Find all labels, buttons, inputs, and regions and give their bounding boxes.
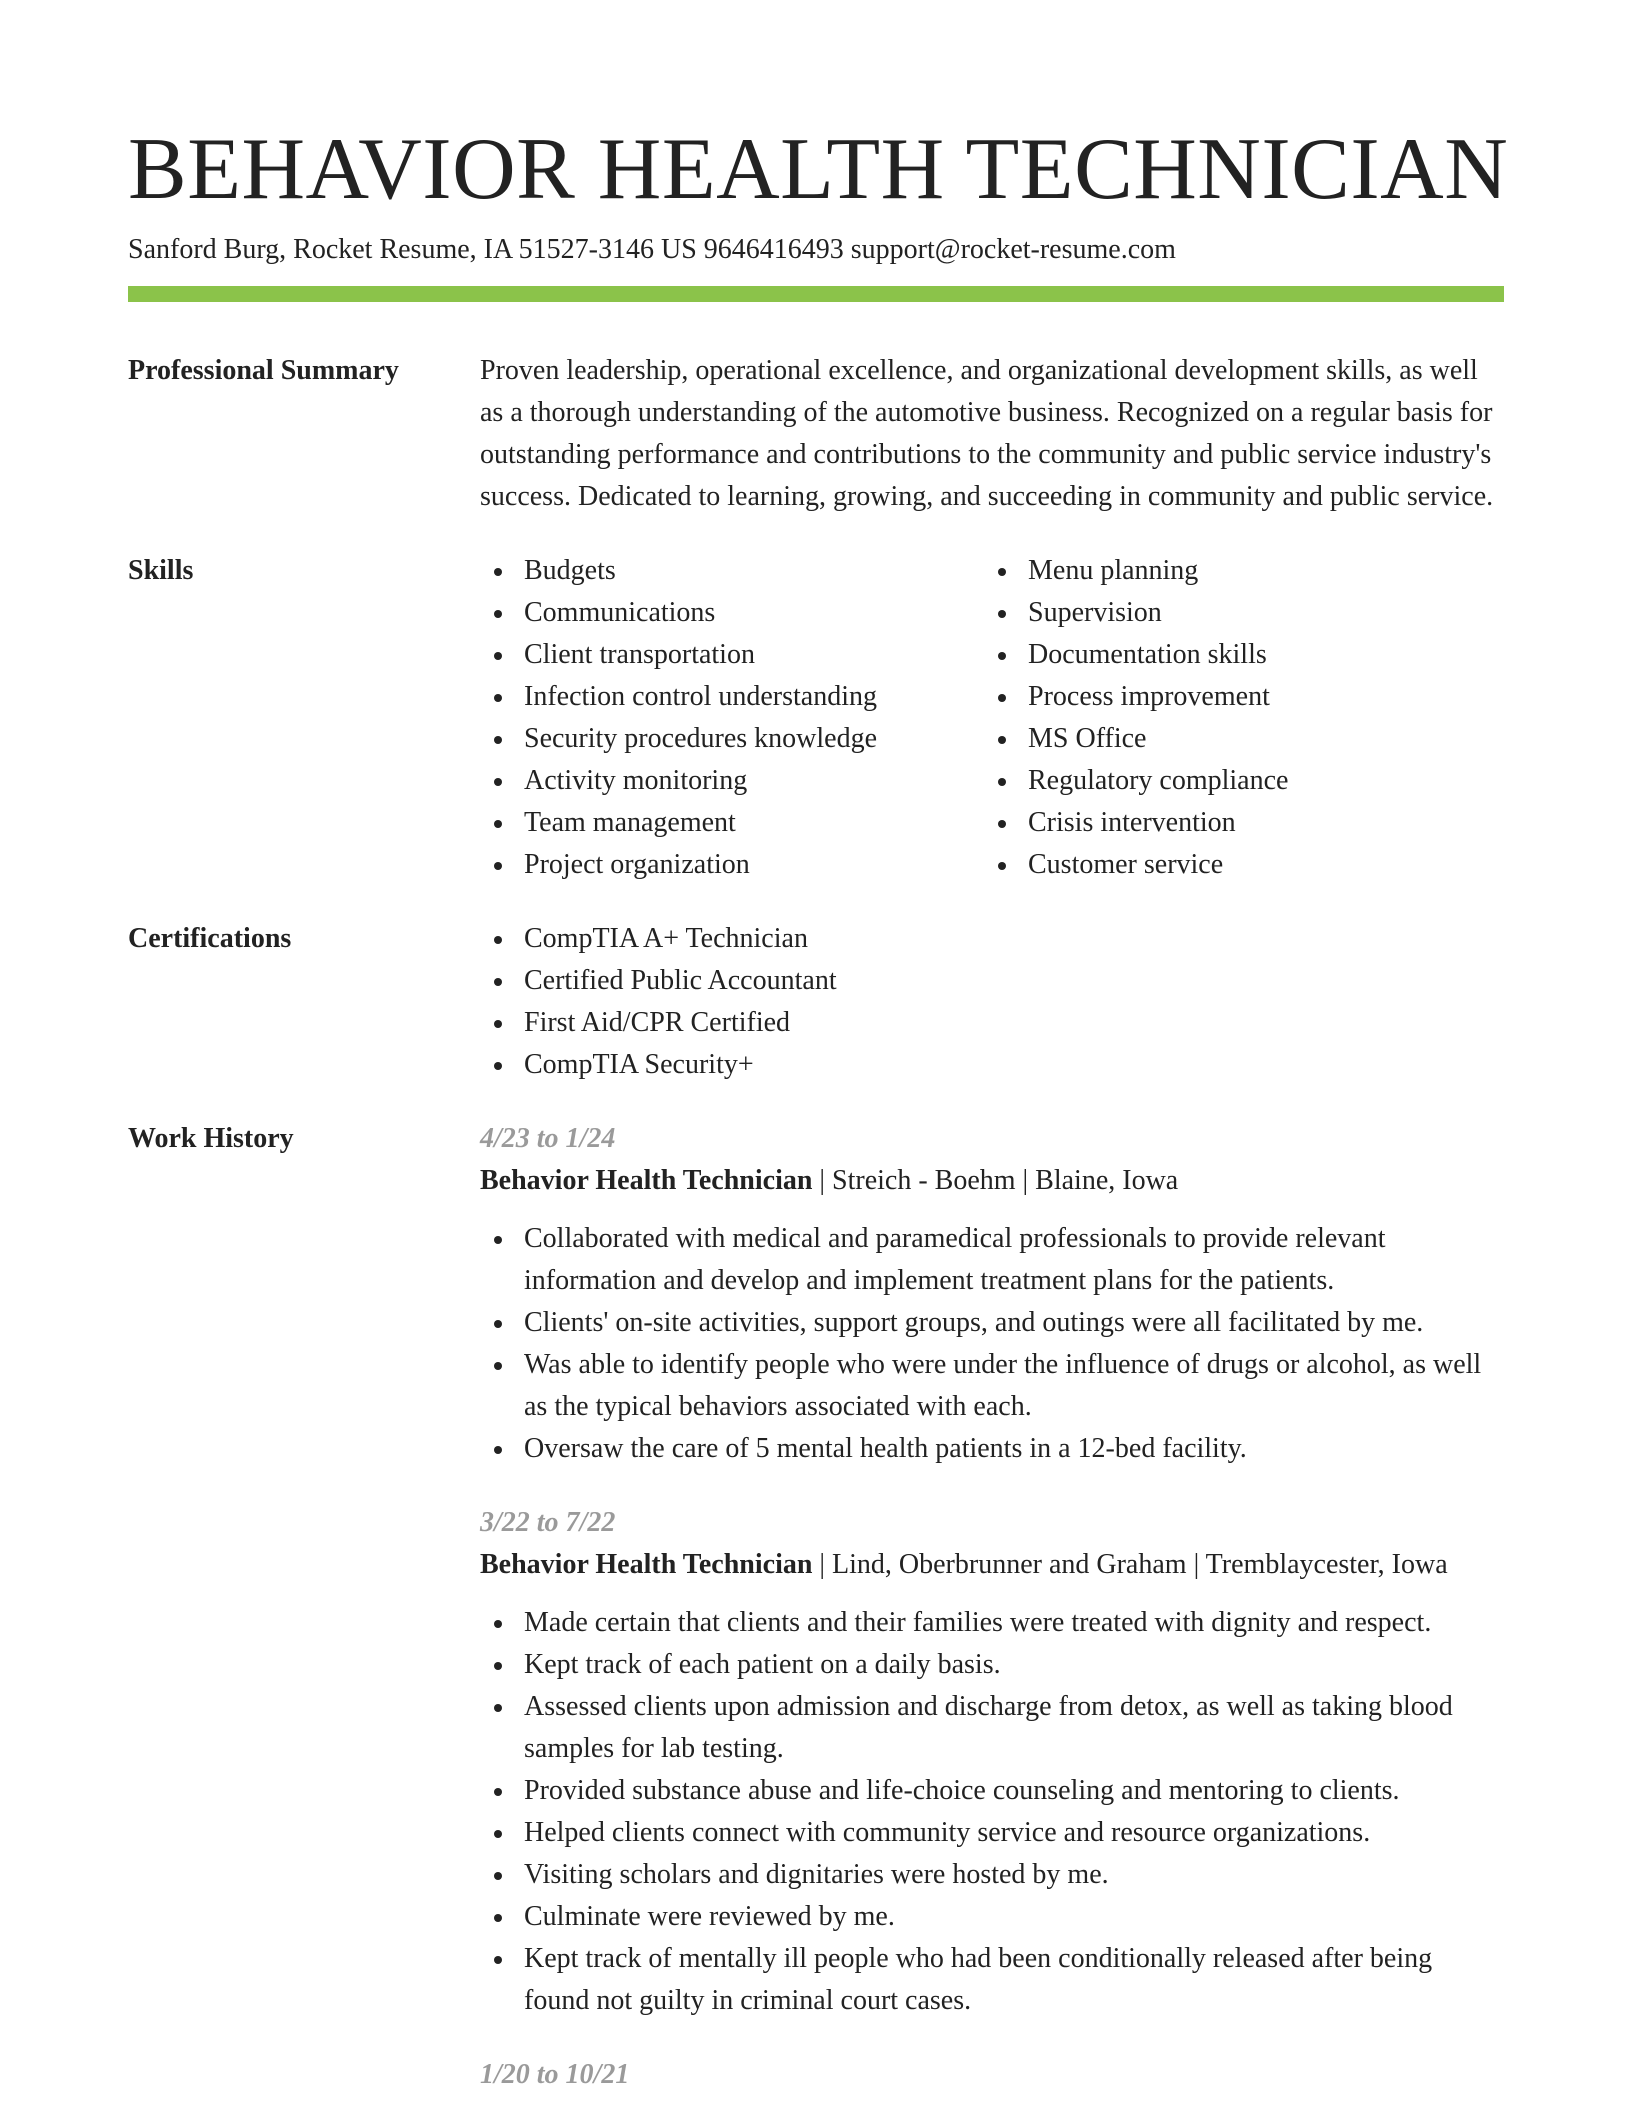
job-bullets xyxy=(480,1218,1504,1470)
certifications-section xyxy=(128,918,1504,1086)
skill-item: Documentation skills xyxy=(984,634,1488,676)
job-bullet: Provided substance abuse and life-choice counseling and mentoring to clients. xyxy=(480,1770,1504,1812)
job-bullet: Kept track of mentally ill people who had been conditionally released after being found not guilty in criminal court cases. xyxy=(480,1938,1504,2022)
section-label-skills: Skills xyxy=(128,555,194,586)
job-employer-location: | Lind, Oberbrunner and Graham | Tremblaycester, Iowa xyxy=(812,1549,1448,1580)
job-bullet: Culminate were reviewed by me. xyxy=(480,1896,1504,1938)
professional-summary-section xyxy=(128,350,1504,518)
skill-item: Security procedures knowledge xyxy=(480,718,984,760)
skill-item: Process improvement xyxy=(984,676,1488,718)
job-bullet: Kept track of each patient on a daily basis. xyxy=(480,1644,1504,1686)
skills-list-left xyxy=(480,550,984,886)
job-entry xyxy=(480,2054,1504,2096)
certification-item: Certified Public Accountant xyxy=(480,960,1504,1002)
job-bullet: Oversaw the care of 5 mental health patients in a 12-bed facility. xyxy=(480,1428,1504,1470)
section-label-summary: Professional Summary xyxy=(128,355,399,386)
skill-item: Communications xyxy=(480,592,984,634)
job-title-line xyxy=(480,1160,1504,1202)
section-label-work-history: Work History xyxy=(128,1123,294,1154)
job-bullet: Helped clients connect with community service and resource organizations. xyxy=(480,1812,1504,1854)
job-employer-location: | Streich - Boehm | Blaine, Iowa xyxy=(812,1165,1179,1196)
skills-list-right xyxy=(984,550,1488,886)
job-title: Behavior Health Technician xyxy=(480,1549,813,1580)
job-date: 4/23 to 1/24 xyxy=(480,1123,616,1154)
skill-item: MS Office xyxy=(984,718,1488,760)
skill-item: Infection control understanding xyxy=(480,676,984,718)
job-bullet: Made certain that clients and their families were treated with dignity and respect. xyxy=(480,1602,1504,1644)
resume-content xyxy=(128,350,1504,2112)
skill-item: Client transportation xyxy=(480,634,984,676)
job-bullet: Visiting scholars and dignitaries were hosted by me. xyxy=(480,1854,1504,1896)
job-entry xyxy=(480,1118,1504,1470)
section-label-certifications: Certifications xyxy=(128,923,292,954)
job-bullet: Assessed clients upon admission and discharge from detox, as well as taking blood samples for lab testing. xyxy=(480,1686,1504,1770)
summary-text: Proven leadership, operational excellence, and organizational development skills, as well as a thorough understanding of the automotive business. Recognized on a regular basis for outstanding performance and contributions to the community and public service industry's success. Dedicated to learning, growing, and succeeding in community and public service. xyxy=(480,355,1494,512)
skill-item: Budgets xyxy=(480,550,984,592)
certification-item: First Aid/CPR Certified xyxy=(480,1002,1504,1044)
job-date: 3/22 to 7/22 xyxy=(480,1507,616,1538)
certification-item: CompTIA Security+ xyxy=(480,1044,1504,1086)
job-bullet: Clients' on-site activities, support groups, and outings were all facilitated by me. xyxy=(480,1302,1504,1344)
job-entry xyxy=(480,1502,1504,2022)
job-title-line xyxy=(480,1544,1504,1586)
resume-name: BEHAVIOR HEALTH TECHNICIAN xyxy=(128,121,1509,218)
job-bullet: Was able to identify people who were under the influence of drugs or alcohol, as well as the typical behaviors associated with each. xyxy=(480,1344,1504,1428)
skill-item: Regulatory compliance xyxy=(984,760,1488,802)
skill-item: Supervision xyxy=(984,592,1488,634)
job-bullet: Collaborated with medical and paramedical professionals to provide relevant information and develop and implement treatment plans for the patients. xyxy=(480,1218,1504,1302)
skill-item: Customer service xyxy=(984,844,1488,886)
contact-line: Sanford Burg, Rocket Resume, IA 51527-3146 US 9646416493 support@rocket-resume.com xyxy=(128,234,1176,265)
skill-item: Team management xyxy=(480,802,984,844)
job-bullets xyxy=(480,1602,1504,2022)
header-divider xyxy=(128,286,1504,302)
work-history-section xyxy=(128,1118,1504,2112)
skills-section xyxy=(128,550,1504,886)
job-title: Behavior Health Technician xyxy=(480,1165,813,1196)
skill-item: Activity monitoring xyxy=(480,760,984,802)
job-date: 1/20 to 10/21 xyxy=(480,2059,630,2090)
skill-item: Project organization xyxy=(480,844,984,886)
certification-item: CompTIA A+ Technician xyxy=(480,918,1504,960)
certifications-list xyxy=(480,918,1504,1086)
skill-item: Menu planning xyxy=(984,550,1488,592)
skill-item: Crisis intervention xyxy=(984,802,1488,844)
